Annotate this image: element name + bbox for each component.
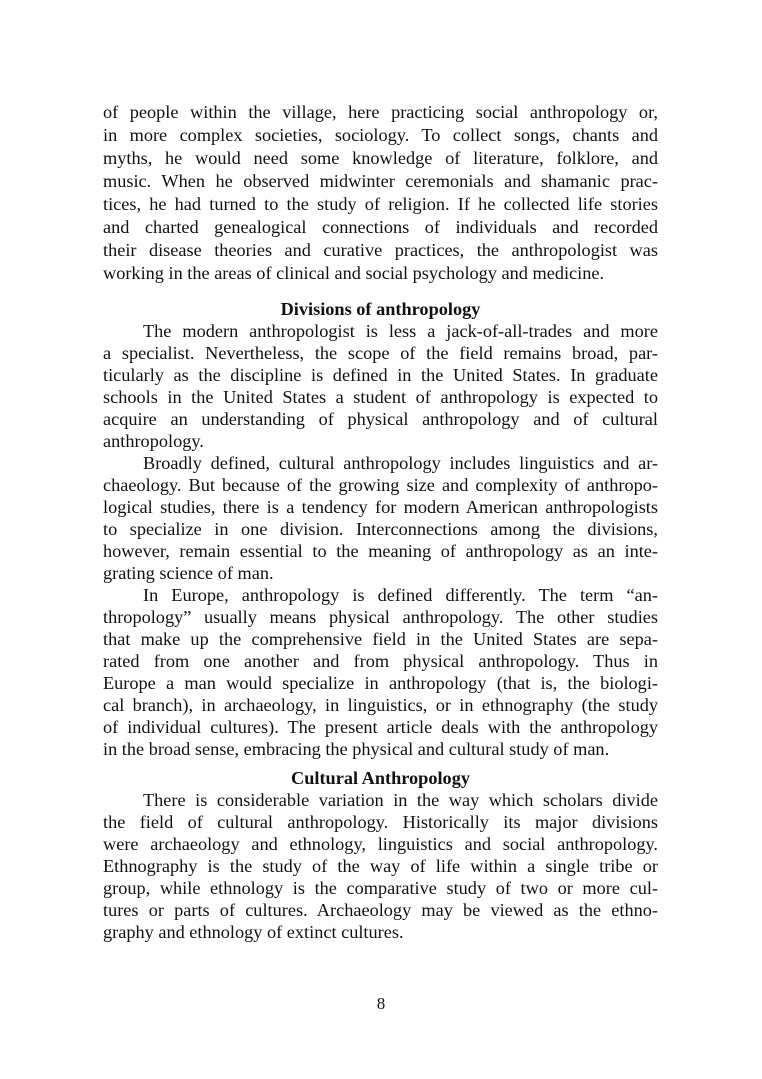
text-line: in more complex societies, sociology. To collect songs, chants and	[103, 125, 658, 145]
text-line: rated from one another and from physical anthropology. Thus in	[103, 651, 658, 671]
text-line: however, remain essential to the meaning of anthropology as an inte-	[103, 541, 658, 561]
page-number: 8	[376, 994, 386, 1013]
text-line: working in the areas of clinical and social psychology and medicine.	[103, 263, 605, 283]
text-line: thropology” usually means physical anthropology. The other studies	[103, 607, 658, 627]
text-line: tices, he had turned to the study of religion. If he collected life stories	[103, 194, 658, 214]
text-line: The modern anthropologist is less a jack-of-all-trades and more	[143, 321, 658, 341]
section-heading: Cultural Anthropology	[291, 768, 470, 788]
text-line: of people within the village, here practicing social anthropology or,	[103, 102, 658, 122]
text-line: graphy and ethnology of extinct cultures.	[103, 922, 404, 942]
text-line: cal branch), in archaeology, in linguistics, or in ethnography (the study	[103, 695, 658, 715]
text-line: There is considerable variation in the way which scholars divide	[143, 790, 658, 810]
text-line: Ethnography is the study of the way of life within a single tribe or	[103, 856, 658, 876]
text-line: myths, he would need some knowledge of literature, folklore, and	[103, 148, 658, 168]
text-line: In Europe, anthropology is defined differently. The term “an-	[143, 585, 658, 605]
text-line: schools in the United States a student of anthropology is expected to	[103, 387, 658, 407]
text-line: anthropology.	[103, 431, 204, 451]
text-line: in the broad sense, embracing the physical and cultural study of man.	[103, 739, 610, 759]
paragraph	[103, 584, 658, 760]
text-line: Broadly defined, cultural anthropology includes linguistics and ar-	[143, 453, 658, 473]
text-line: grating science of man.	[103, 563, 274, 583]
text-line: their disease theories and curative practices, the anthropologist was	[103, 240, 658, 260]
text-line: the field of cultural anthropology. Historically its major divisions	[103, 812, 658, 832]
paragraph	[103, 320, 658, 452]
text-line: ticularly as the discipline is defined in the United States. In graduate	[103, 365, 658, 385]
page-body	[103, 101, 658, 943]
text-line: of individual cultures). The present article deals with the anthropology	[103, 717, 658, 737]
text-line: a specialist. Nevertheless, the scope of the field remains broad, par-	[103, 343, 658, 363]
text-line: were archaeology and ethnology, linguistics and social anthropology.	[103, 834, 658, 854]
text-line: that make up the comprehensive field in the United States are sepa-	[103, 629, 658, 649]
section-heading: Divisions of anthropology	[280, 299, 481, 319]
text-line: and charted genealogical connections of individuals and recorded	[103, 217, 658, 237]
text-line: logical studies, there is a tendency for modern American anthropologists	[103, 497, 658, 517]
text-line: group, while ethnology is the comparative study of two or more cul-	[103, 878, 658, 898]
paragraph	[103, 101, 658, 285]
text-line: tures or parts of cultures. Archaeology may be viewed as the ethno-	[103, 900, 658, 920]
text-line: music. When he observed midwinter ceremonials and shamanic prac-	[103, 171, 658, 191]
text-line: Europe a man would specialize in anthropology (that is, the biologi-	[103, 673, 658, 693]
text-line: chaeology. But because of the growing size and complexity of anthropo-	[103, 475, 658, 495]
paragraph	[103, 452, 658, 584]
text-line: acquire an understanding of physical anthropology and of cultural	[103, 409, 658, 429]
text-line: to specialize in one division. Interconnections among the divisions,	[103, 519, 658, 539]
paragraph	[103, 789, 658, 943]
